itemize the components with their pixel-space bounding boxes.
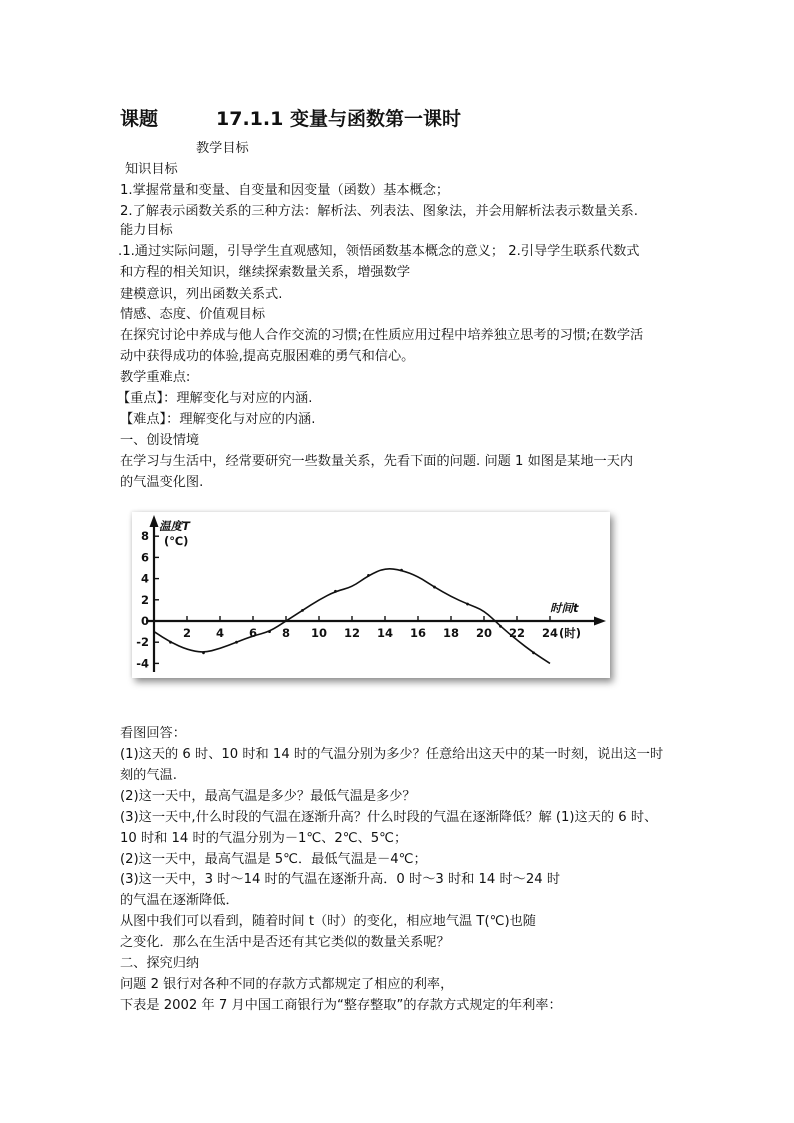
- y-tick-label: 8: [140, 529, 149, 544]
- paragraph: 在学习与生活中，经常要研究一些数量关系，先看下面的问题. 问题 1 如图是某地一天内: [120, 454, 634, 469]
- x-tick-label: 18: [442, 626, 460, 640]
- x-axis-arrow-icon: [594, 617, 606, 626]
- x-tick-label: 22: [508, 626, 526, 640]
- x-tick-label: 10: [310, 626, 328, 640]
- paragraph: (3)这一天中,什么时段的气温在逐渐升高？什么时段的气温在逐渐降低？解 (1)这天的 6 时、: [120, 810, 658, 825]
- x-unit-label: (时): [559, 626, 582, 640]
- paragraph: 知识目标: [125, 162, 178, 177]
- x-axis-title: 时间t: [550, 601, 579, 615]
- section-heading: 教学目标: [196, 141, 249, 156]
- data-point: [499, 625, 502, 628]
- paragraph: 的气温在逐渐降低．: [120, 893, 239, 908]
- x-tick-label: 16: [409, 626, 427, 640]
- data-point: [532, 651, 535, 654]
- section-heading: 一、创设情境: [120, 433, 200, 448]
- data-point: [301, 609, 304, 612]
- x-tick-label: 6: [248, 626, 258, 640]
- paragraph: 1.掌握常量和变量、自变量和因变量（函数）基本概念；: [120, 183, 450, 198]
- x-tick-label: 8: [281, 626, 291, 640]
- data-point: [400, 569, 403, 572]
- y-tick-label: -4: [136, 656, 149, 671]
- paragraph: 【重点】：理解变化与对应的内涵.: [117, 391, 313, 406]
- y-axis-title: 温度T: [159, 519, 190, 533]
- paragraph: 教学重难点:: [120, 370, 191, 385]
- lesson-title: 17.1.1 变量与函数第一课时: [216, 108, 461, 130]
- x-tick-label: 14: [376, 626, 394, 640]
- y-unit-label: (℃): [164, 534, 189, 548]
- paragraph: (2)这一天中，最高气温是 5℃．最低气温是－4℃；: [120, 852, 427, 867]
- paragraph: (2)这一天中，最高气温是多少？最低气温是多少？: [120, 789, 416, 804]
- y-tick-label: 4: [140, 571, 149, 586]
- data-point: [466, 603, 469, 606]
- paragraph: 之变化．那么在生活中是否还有其它类似的数量关系呢？: [120, 935, 450, 950]
- paragraph: 动中获得成功的体验,提高克服困难的勇气和信心。: [120, 349, 415, 364]
- y-axis-arrow-icon: [150, 515, 159, 527]
- x-tick-label: 12: [343, 626, 361, 640]
- x-tick-label: 2: [182, 626, 192, 640]
- paragraph: 的气温变化图.: [120, 475, 204, 490]
- data-point: [268, 630, 271, 633]
- data-point: [334, 590, 337, 593]
- paragraph: 建模意识，列出函数关系式.: [120, 287, 283, 302]
- paragraph: 能力目标: [120, 223, 173, 238]
- paragraph: 问题 2 银行对各种不同的存款方式都规定了相应的利率，: [120, 977, 454, 992]
- data-point: [235, 641, 238, 644]
- data-point: [169, 641, 172, 644]
- page-title: [120, 104, 461, 131]
- paragraph: 刻的气温.: [120, 768, 177, 783]
- paragraph: (1)这天的 6 时、10 时和 14 时的气温分别为多少？任意给出这天中的某一时刻，说出这一时: [120, 747, 664, 762]
- y-tick-label: 6: [140, 550, 149, 565]
- paragraph: 从图中我们可以看到，随着时间 t（时）的变化，相应地气温 T(℃)也随: [120, 914, 536, 929]
- paragraph: 下表是 2002 年 7 月中国工商银行为“整存整取”的存款方式规定的年利率：: [120, 998, 562, 1013]
- paragraph: 情感、态度、价值观目标: [120, 307, 266, 322]
- section-heading: 二、探究归纳: [120, 956, 200, 971]
- x-tick-label: 4: [215, 626, 225, 640]
- data-point: [433, 586, 436, 589]
- temperature-chart-svg: [132, 512, 610, 678]
- paragraph: 和方程的相关知识，继续探索数量关系，增强数学: [120, 265, 411, 280]
- temperature-chart: [132, 512, 610, 678]
- paragraph: 10 时和 14 时的气温分别为－1℃、2℃、5℃；: [120, 831, 408, 846]
- paragraph: (3)这一天中，3 时～14 时的气温在逐渐升高．0 时～3 时和 14 时～24 时: [120, 872, 561, 887]
- paragraph: 2.了解表示函数关系的三种方法：解析法、列表法、图象法，并会用解析法表示数量关系.: [120, 204, 638, 219]
- y-tick-label: 2: [140, 592, 149, 607]
- data-point: [367, 574, 370, 577]
- paragraph: 在探究讨论中养成与他人合作交流的习惯;在性质应用过程中培养独立思考的习惯;在数学活: [120, 328, 644, 343]
- x-tick-label: 24: [541, 626, 559, 640]
- paragraph: 看图回答：: [120, 726, 186, 741]
- y-tick-label: 0: [140, 614, 149, 628]
- y-tick-label: -2: [136, 635, 149, 650]
- title-label: 课题: [120, 108, 159, 130]
- data-point: [202, 651, 205, 654]
- paragraph: 【难点】：理解变化与对应的内涵.: [120, 412, 316, 427]
- x-tick-label: 20: [475, 626, 493, 640]
- paragraph: .1.通过实际问题，引导学生直观感知，领悟函数基本概念的意义； 2.引导学生联系代数式: [118, 244, 640, 259]
